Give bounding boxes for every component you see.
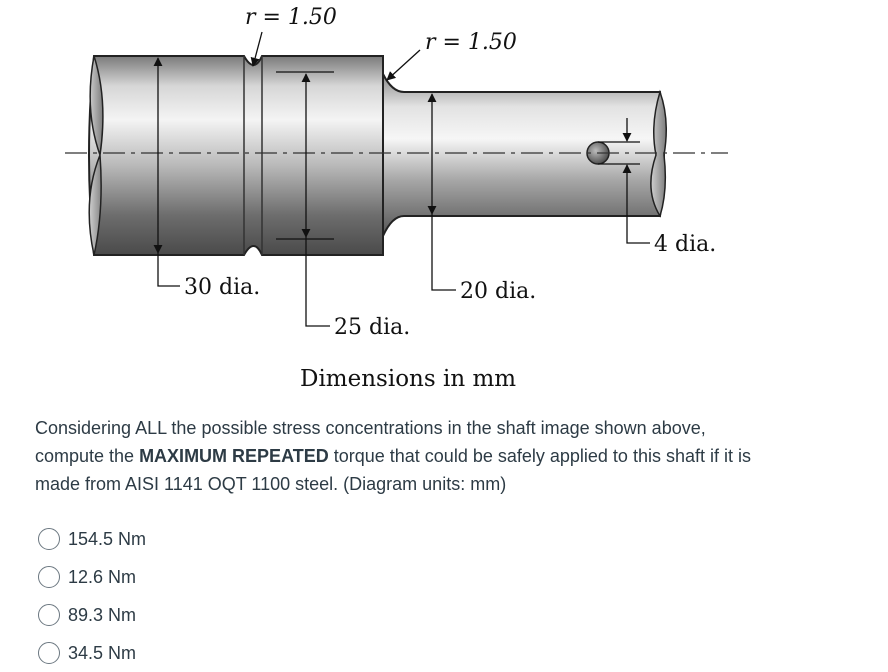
dim-25-label: 25 dia. bbox=[334, 315, 411, 340]
radius-groove-label: r = 1.50 bbox=[245, 5, 337, 30]
radius-shoulder-label: r = 1.50 bbox=[425, 30, 517, 55]
answer-options bbox=[38, 520, 146, 672]
dim-30-label: 30 dia. bbox=[184, 275, 261, 300]
answer-option-label: 34.5 Nm bbox=[68, 642, 137, 663]
question-emphasis: MAXIMUM REPEATED bbox=[139, 446, 329, 466]
dim-4-label: 4 dia. bbox=[654, 232, 717, 257]
question-part-1: Considering ALL the possible stress concentrations in the shaft image shown above, compute the bbox=[35, 418, 706, 466]
answer-option-1[interactable] bbox=[38, 520, 146, 558]
dim-20-leader bbox=[432, 214, 456, 290]
figure-caption: Dimensions in mm bbox=[300, 366, 517, 392]
radio-button[interactable] bbox=[38, 604, 60, 626]
answer-option-4[interactable] bbox=[38, 634, 146, 672]
question-text bbox=[35, 414, 775, 498]
radio-button[interactable] bbox=[38, 642, 60, 664]
answer-option-label: 154.5 Nm bbox=[68, 528, 147, 549]
radio-button[interactable] bbox=[38, 566, 60, 588]
answer-option-3[interactable] bbox=[38, 596, 146, 634]
shaft-section-20 bbox=[383, 74, 664, 236]
question-part-2: torque that could be safely applied to this shaft if it is made from AISI 1141 OQT 1100 steel. (Diagram units: mm) bbox=[35, 446, 751, 494]
answer-option-2[interactable] bbox=[38, 558, 146, 596]
dim-30-leader bbox=[158, 253, 180, 286]
shaft-section-30 bbox=[89, 56, 383, 255]
radio-button[interactable] bbox=[38, 528, 60, 550]
radius-shoulder-leader bbox=[387, 50, 420, 80]
answer-option-label: 12.6 Nm bbox=[68, 566, 137, 587]
dim-20-label: 20 dia. bbox=[460, 279, 537, 304]
answer-option-label: 89.3 Nm bbox=[68, 604, 137, 625]
